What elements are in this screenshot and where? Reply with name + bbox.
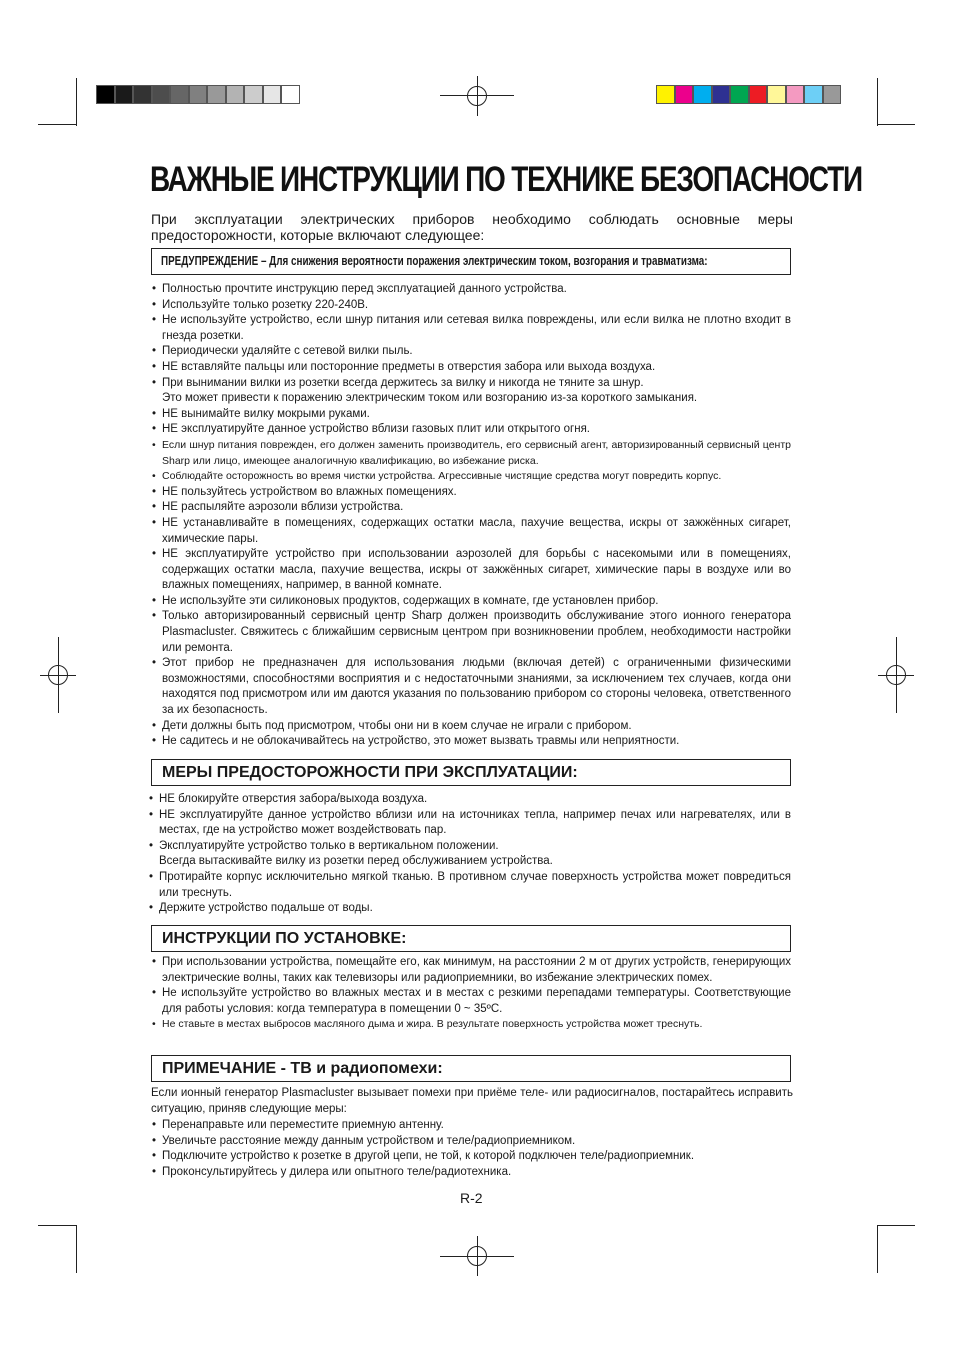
color-swatch (712, 85, 731, 104)
warning-heading-box (151, 248, 791, 275)
install-list (151, 955, 791, 1033)
list-item: • Держите устройство подальше от воды. (148, 901, 791, 917)
list-item: • Не садитесь и не облокачивайтесь на устройство, это может вызвать травмы или неприятности. (151, 734, 791, 750)
install-heading: ИНСТРУКЦИИ ПО УСТАНОВКЕ: (162, 930, 407, 947)
list-item: • Увеличьте расстояние между данным устройством и теле/радиоприемником. (151, 1134, 791, 1150)
note-intro: Если ионный генератор Plasmacluster вызывает помехи при приёме теле- или радиосигналов, постарайтесь исправить ситуацию, приняв следующие меры: (151, 1087, 793, 1115)
grayscale-calibration-bar (96, 85, 300, 104)
warning-list (151, 282, 791, 750)
list-item: • При использовании устройства, помещайте его, как минимум, на расстоянии 2 м от других устройств, генерирующих электрические волны, таких как телевизоры или радиоприемники, во избежание электрических помех. (151, 955, 791, 986)
list-item: • НЕ распыляйте аэрозоли вблизи устройства. (151, 500, 791, 516)
list-item: • При вынимании вилки из розетки всегда держитесь за вилку и никогда не тяните за шнур. (151, 376, 791, 392)
note-list (151, 1118, 791, 1180)
crop-mark (877, 78, 878, 126)
list-item: • Протирайте корпус исключительно мягкой тканью. В противном случае поверхность устройства может повредиться или треснуть. (148, 870, 791, 901)
crop-mark (38, 1225, 76, 1226)
color-swatch (170, 85, 189, 104)
color-swatch (786, 85, 805, 104)
page-number: R-2 (460, 1190, 483, 1206)
color-swatch (281, 85, 300, 104)
list-item: • НЕ устанавливайте в помещениях, содержащих остатки масла, пахучие вещества, искры от зажжённых сигарет, химические пары. (151, 516, 791, 547)
list-item: • НЕ блокируйте отверстия забора/выхода воздуха. (148, 792, 791, 808)
page-title: ВАЖНЫЕ ИНСТРУКЦИИ ПО ТЕХНИКЕ БЕЗОПАСНОСТИ (150, 160, 862, 199)
list-item: • НЕ вынимайте вилку мокрыми руками. (151, 407, 791, 423)
list-item: Всегда вытаскивайте вилку из розетки перед обслуживанием устройства. (159, 855, 553, 868)
color-swatch (226, 85, 245, 104)
list-item: • НЕ эксплуатируйте данное устройство вблизи или на источниках тепла, например печах или нагревателях, или в местах, где на устройство может воздействовать пар. (148, 808, 791, 839)
list-item: • НЕ эксплуатируйте данное устройство вблизи газовых плит или открытого огня. (151, 422, 791, 438)
list-item: • Этот прибор не предназначен для использования людьми (включая детей) с ограниченными физическими возможностями, способностями восприятия и с недостаточными знаниями, за исключением тех случаев, когда они находятся под присмотром или им даются указания по пользованию прибором со стороны человека, ответственного за их безопасность. (151, 656, 791, 718)
list-item: • Не используйте устройство во влажных местах и в местах с резкими перепадами температуры. Соответствующие для работы условия: когда температура в помещении 0 ~ 35ºC. (151, 986, 791, 1017)
registration-mark (58, 637, 59, 713)
crop-mark (76, 78, 77, 126)
install-heading-box (151, 925, 791, 952)
color-swatch (675, 85, 694, 104)
list-item: • Не ставьте в местах выбросов масляного дыма и жира. В результате поверхность устройства может треснуть. (151, 1017, 791, 1033)
color-swatch (730, 85, 749, 104)
color-swatch (804, 85, 823, 104)
list-item: • Подключите устройство к розетке в другой цепи, не той, к которой подключен теле/радиоприемник. (151, 1149, 791, 1165)
color-calibration-bar (656, 85, 841, 104)
color-swatch (767, 85, 786, 104)
color-swatch (152, 85, 171, 104)
color-swatch (693, 85, 712, 104)
registration-mark (477, 1236, 478, 1276)
list-item: • Перенаправьте или переместите приемную антенну. (151, 1118, 791, 1134)
color-swatch (115, 85, 134, 104)
intro-paragraph: При эксплуатации электрических приборов необходимо соблюдать основные меры предосторожности, которые включают следующее: (151, 211, 793, 243)
list-item: • Полностью прочтите инструкцию перед эксплуатацией данного устройства. (151, 282, 791, 298)
note-heading-box (151, 1055, 791, 1082)
list-item: • Проконсультируйтесь у дилера или опытного теле/радиотехника. (151, 1165, 791, 1181)
crop-mark (877, 124, 915, 125)
color-swatch (96, 85, 115, 104)
crop-mark (76, 1225, 77, 1273)
list-item: • Соблюдайте осторожность во время чистки устройства. Агрессивные чистящие средства могут повредить корпус. (151, 469, 791, 485)
registration-mark (477, 76, 478, 116)
registration-mark (896, 637, 897, 713)
operation-list (148, 792, 791, 917)
list-item: • Не используйте эти силиконовых продуктов, содержащих в комнате, где установлен прибор. (151, 594, 791, 610)
list-item: • НЕ пользуйтесь устройством во влажных помещениях. (151, 485, 791, 501)
crop-mark (877, 1225, 878, 1273)
color-swatch (133, 85, 152, 104)
list-item: • Эксплуатируйте устройство только в вертикальном положении. (148, 839, 791, 855)
color-swatch (244, 85, 263, 104)
color-swatch (656, 85, 675, 104)
color-swatch (823, 85, 842, 104)
color-swatch (189, 85, 208, 104)
list-item: • НЕ вставляйте пальцы или посторонние предметы в отверстия забора или выхода воздуха. (151, 360, 791, 376)
list-item: • Если шнур питания поврежден, его должен заменить производитель, его сервисный агент, авторизированный сервисный центр Sharp или лицо, имеющее аналогичную квалификацию, во избежание риска. (151, 438, 791, 469)
crop-mark (877, 1225, 915, 1226)
list-item: • НЕ эксплуатируйте устройство при использовании аэрозолей для борьбы с насекомыми или в помещениях, содержащих остатки масла, пахучие вещества, искры от зажжённых сигарет, химические пары в воздухе или во влажных помещениях, например, в ванной комнате. (151, 547, 791, 594)
color-swatch (749, 85, 768, 104)
list-item: Это может привести к поражению электрическим током или возгоранию из-за короткого замыкания. (162, 392, 698, 405)
list-item: • Дети должны быть под присмотром, чтобы они ни в коем случае не играли с прибором. (151, 719, 791, 735)
operation-heading-box (151, 759, 791, 786)
list-item: • Используйте только розетку 220-240В. (151, 298, 791, 314)
warning-heading: ПРЕДУПРЕЖДЕНИЕ – Для снижения вероятности поражения электрическим током, возгорания и травматизма: (161, 254, 708, 268)
color-swatch (263, 85, 282, 104)
note-heading: ПРИМЕЧАНИЕ - ТВ и радиопомехи: (162, 1060, 443, 1077)
crop-mark (38, 124, 76, 125)
list-item: • Только авторизированный сервисный центр Sharp должен производить обслуживание этого ионного генератора Plasmacluster. Свяжитесь с ближайшим сервисным центром при возникновении проблем, необходимости настройки или ремонта. (151, 609, 791, 656)
operation-heading: МЕРЫ ПРЕДОСТОРОЖНОСТИ ПРИ ЭКСПЛУАТАЦИИ: (162, 764, 578, 781)
list-item: • Периодически удаляйте с сетевой вилки пыль. (151, 344, 791, 360)
list-item: • Не используйте устройство, если шнур питания или сетевая вилка повреждены, или если вилка не плотно входит в гнезда розетки. (151, 313, 791, 344)
color-swatch (207, 85, 226, 104)
